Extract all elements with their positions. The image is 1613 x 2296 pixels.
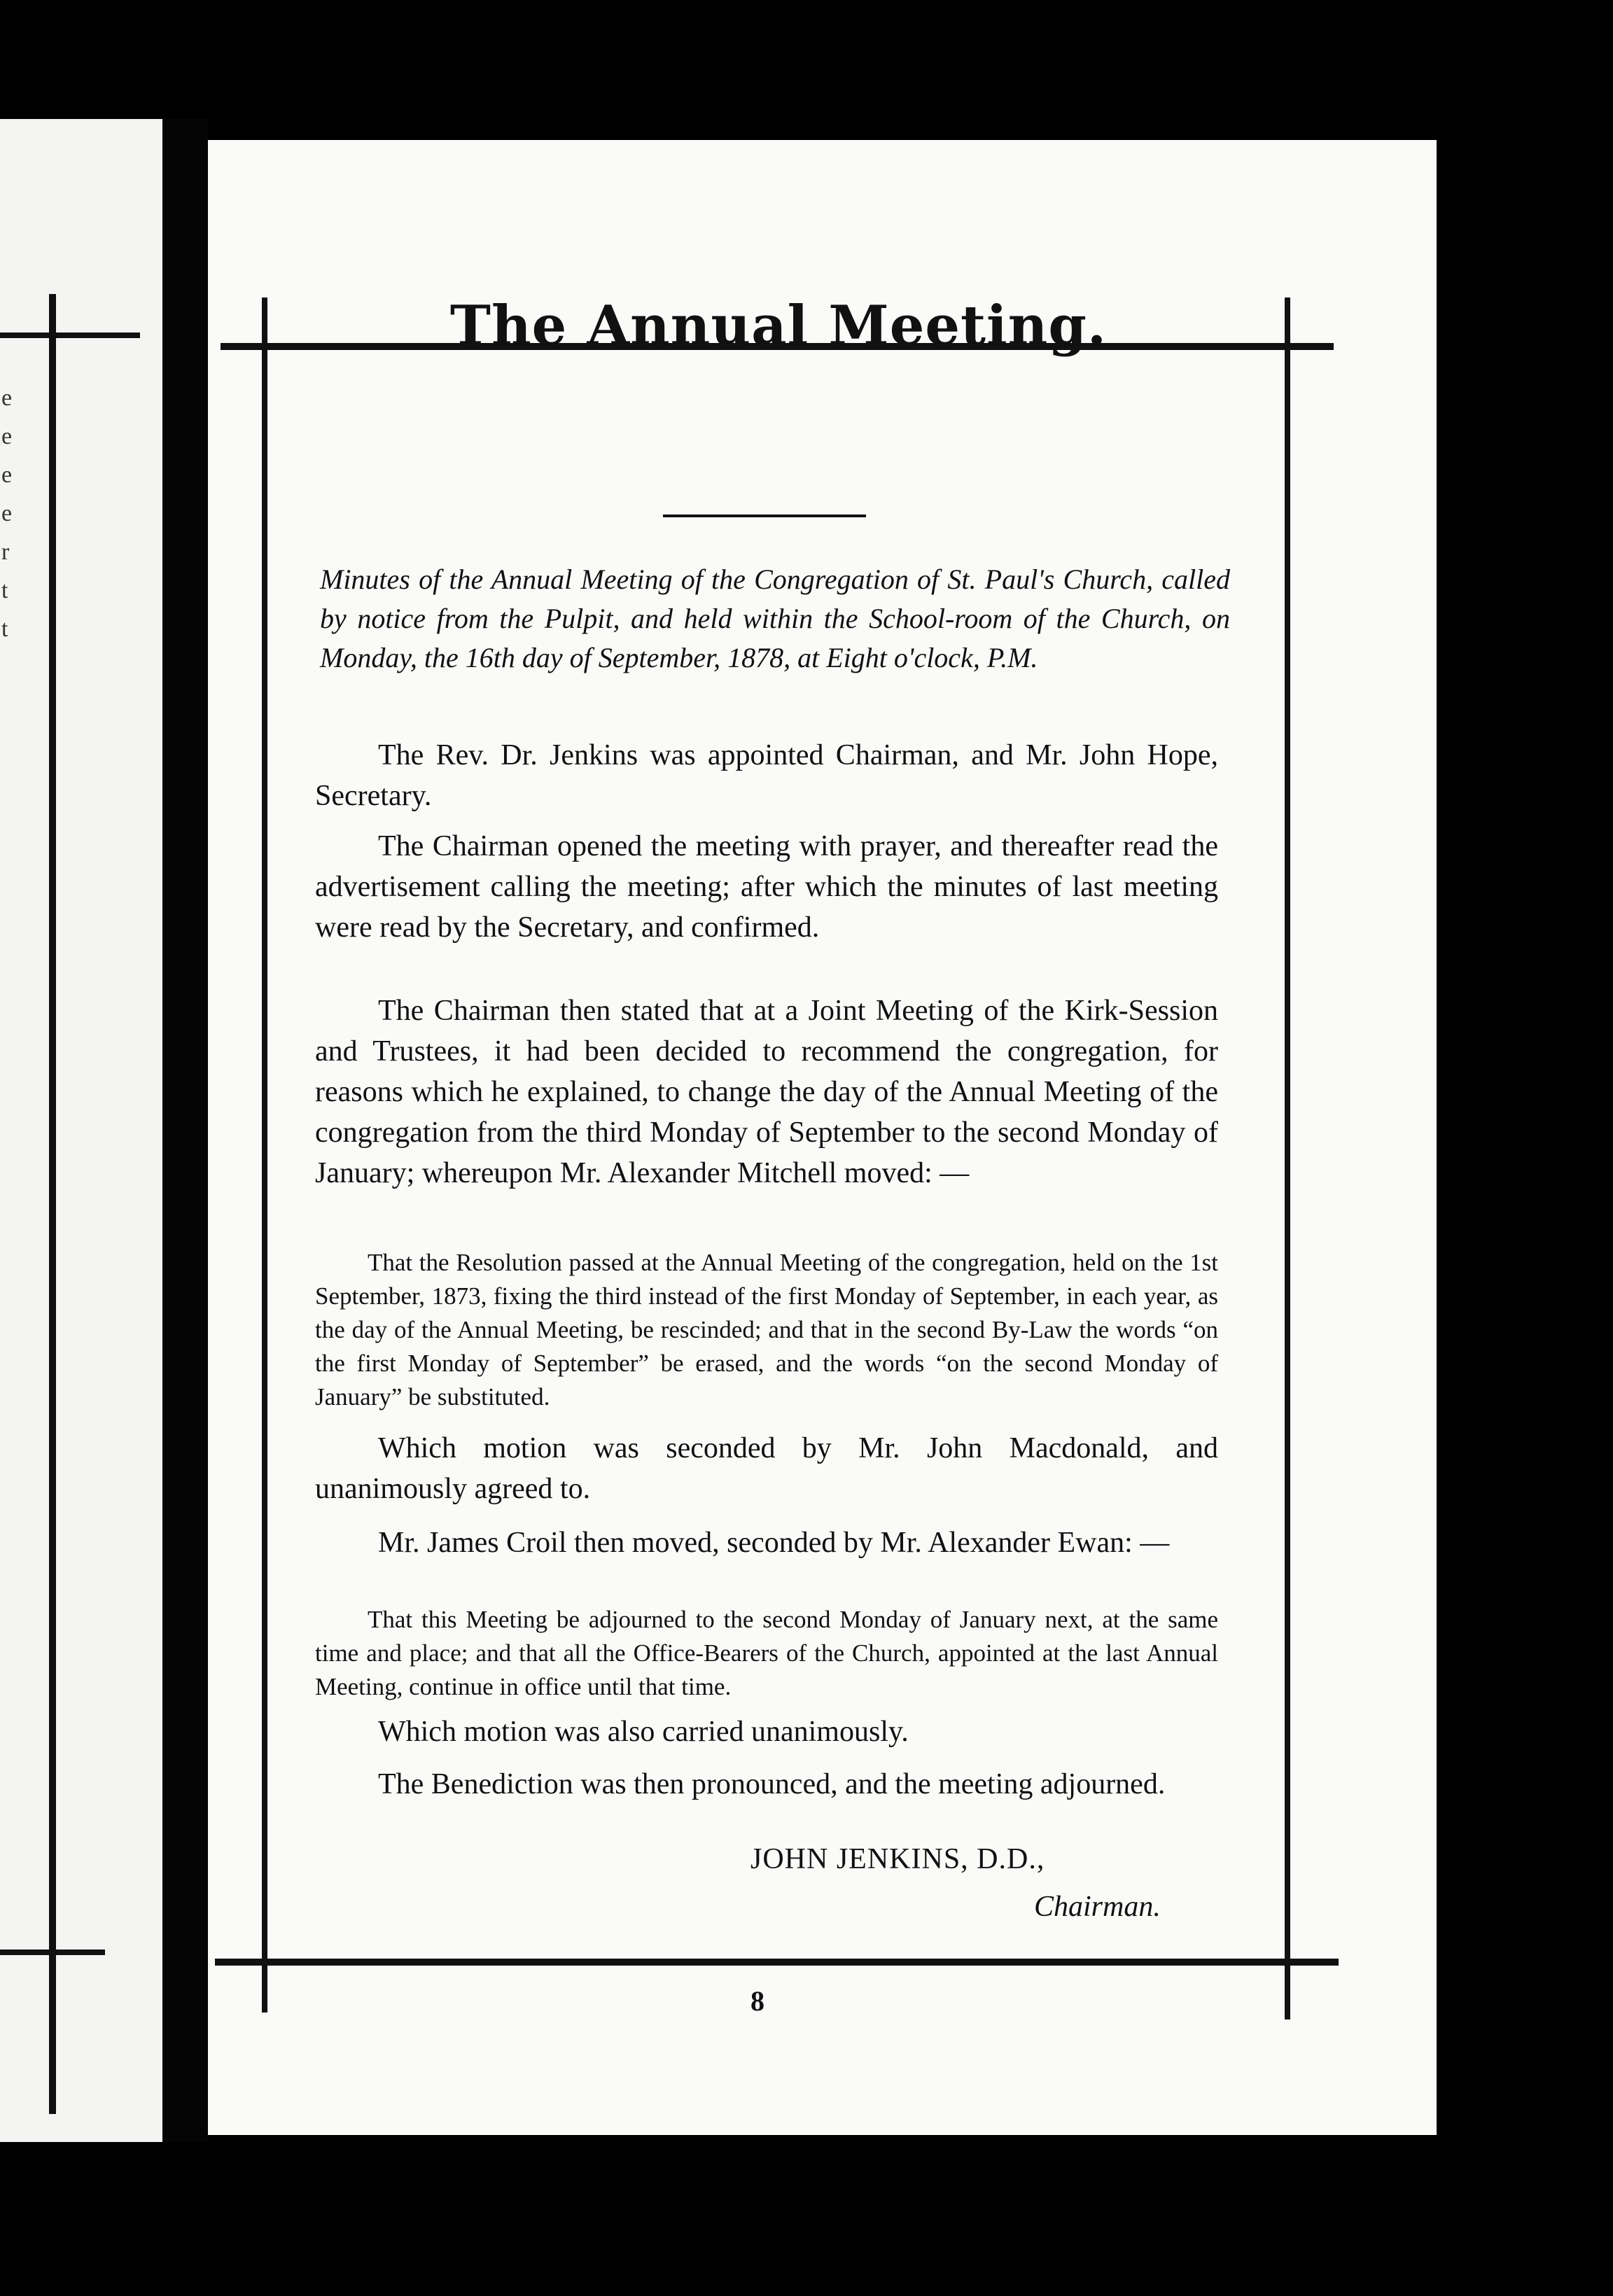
adjacent-page-fragment: e <box>1 462 13 488</box>
minutes-intro: Minutes of the Annual Meeting of the Congregation of St. Paul's Church, called by notice from the Pulpit, and held within the School-room of the Church, on Monday, the 16th day of September, 1878, at Eight o'clock, P.M. <box>320 564 1230 673</box>
frame-rule-bottom <box>215 1959 1339 1966</box>
document-page <box>208 140 1437 2135</box>
adjacent-page-fragment: r <box>1 539 10 565</box>
paragraph-joint-meeting: The Chairman then stated that at a Joint Meeting of the Kirk-Session and Trustees, it had been decided to recommend the congregation, for reasons which he explained, to change the day of the Annual Meeting of the congregation from the third Monday of September to the second Monday of January; whereupon Mr. Alexander Mitchell moved: — <box>315 995 1218 1189</box>
book-spine <box>162 119 208 2142</box>
adjacent-page-rule-vertical <box>49 294 56 2114</box>
resolution-second: That this Meeting be adjourned to the second Monday of January next, at the same time and place; and that all the Office-Bearers of the Church, appointed at the last Annual Meeting, continue in office until that time. <box>315 1606 1218 1700</box>
paragraph-benediction: The Benediction was then pronounced, and the meeting adjourned. <box>378 1768 1166 1800</box>
paragraph-appointment: The Rev. Dr. Jenkins was appointed Chairman, and Mr. John Hope, Secretary. <box>315 739 1218 812</box>
paragraph-seconded: Which motion was seconded by Mr. John Macdonald, and unanimously agreed to. <box>315 1432 1218 1505</box>
frame-rule-left <box>262 298 267 2012</box>
page-number: 8 <box>750 1985 764 2017</box>
paragraph-opening: The Chairman opened the meeting with prayer, and thereafter read the advertisement calling the meeting; after which the minutes of last meeting were read by the Secretary, and confirmed. <box>315 830 1218 944</box>
signature-title: Chairman. <box>1034 1891 1161 1923</box>
adjacent-page-rule-top <box>0 332 140 338</box>
frame-rule-right <box>1285 298 1290 2019</box>
adjacent-page-fragment: e <box>1 500 13 526</box>
adjacent-page-rule-bottom <box>0 1949 105 1955</box>
page-title: The Annual Meeting. <box>449 294 1108 358</box>
paragraph-carried: Which motion was also carried unanimously. <box>378 1716 909 1748</box>
signature-name: JOHN JENKINS, D.D., <box>750 1843 1045 1875</box>
paragraph-second-motion: Mr. James Croil then moved, seconded by Mr. Alexander Ewan: — <box>378 1527 1170 1559</box>
adjacent-page-fragment: e <box>1 424 13 449</box>
resolution-first: That the Resolution passed at the Annual Meeting of the congregation, held on the 1st September, 1873, fixing the third instead of the first Monday of September, in each year, as the day of the Annual Meeting, be rescinded; and that in the second By-Law the words “on the first Monday of September” be erased, and the words “on the second Monday of January” be substituted. <box>315 1249 1218 1410</box>
adjacent-page-fragment: e <box>1 385 13 411</box>
adjacent-page-edge <box>0 119 162 2142</box>
title-divider <box>663 514 866 517</box>
adjacent-page-fragment: t <box>1 578 8 603</box>
adjacent-page-fragment: t <box>1 616 8 642</box>
